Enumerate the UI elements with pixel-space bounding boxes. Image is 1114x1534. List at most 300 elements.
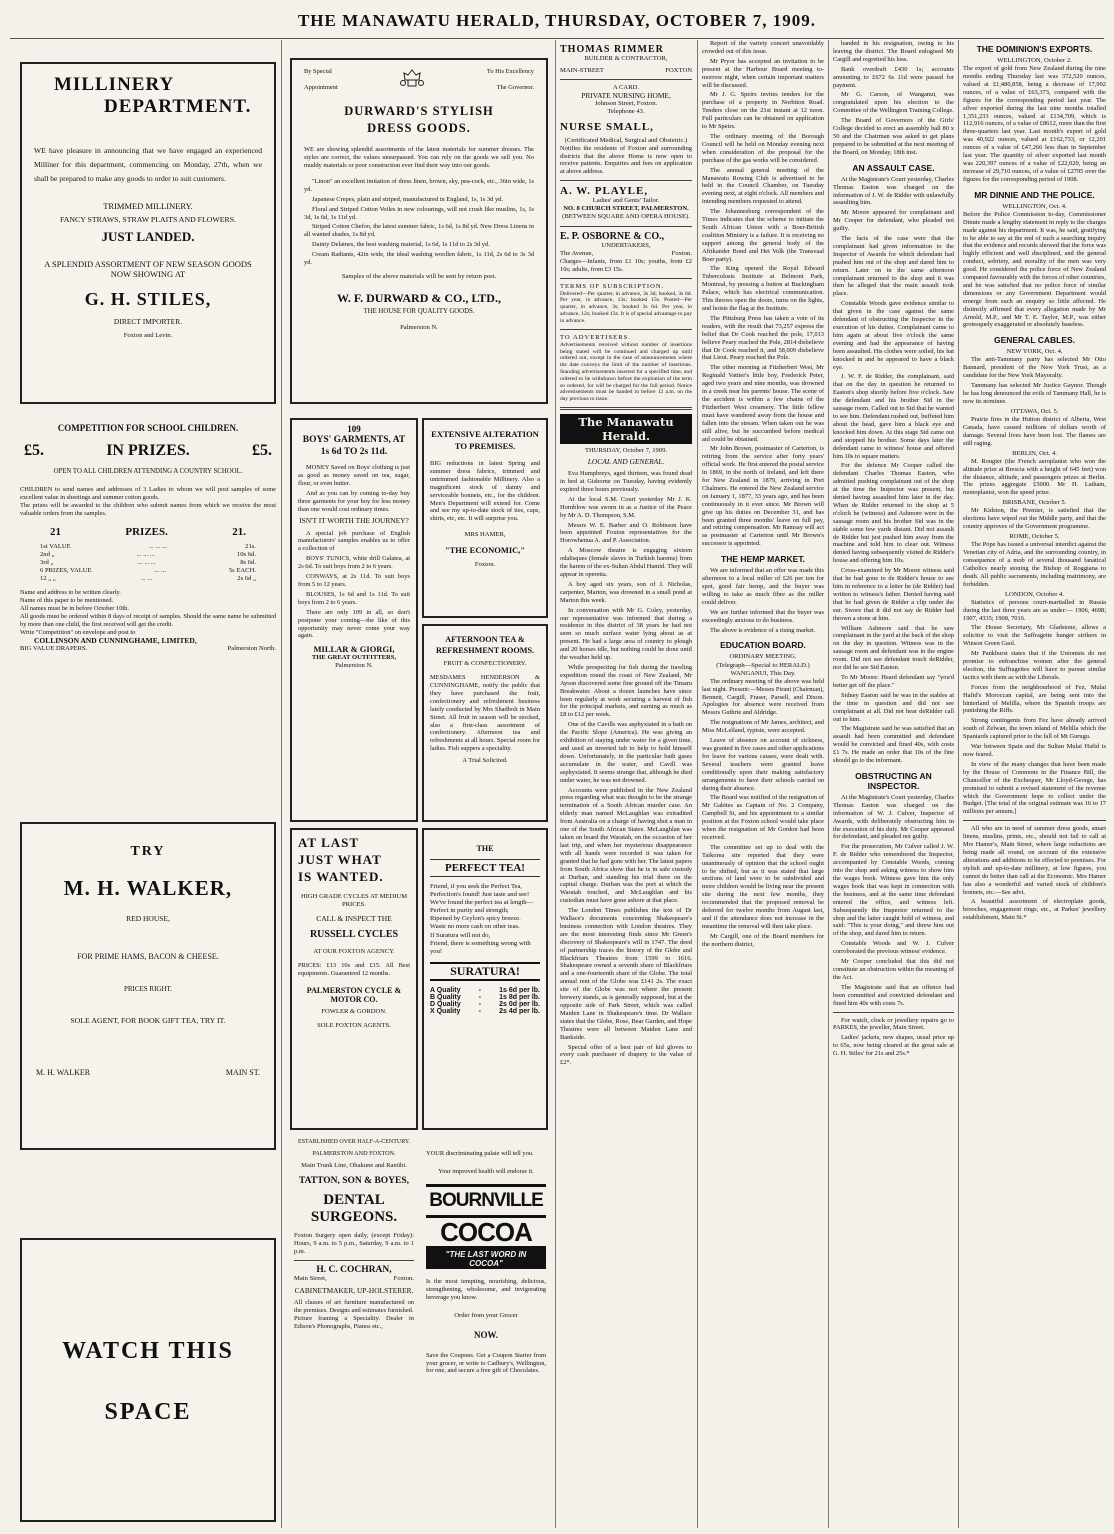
news-paragraph: Report of the variety concert unavoidably crowded out of this issue. <box>702 40 824 55</box>
ad-afternoon-tea <box>422 624 548 822</box>
durward-firm: W. F. DURWARD & CO., LTD., <box>337 291 501 306</box>
cocoa-now: NOW. <box>474 1329 498 1340</box>
competition-firm: COLLINSON AND CUNNINGHAME, LIMITED, <box>34 635 197 645</box>
cocoa-order: Order from your Grocer <box>454 1311 518 1319</box>
poem-line: Waste no more cash on other teas. <box>430 923 520 931</box>
boys-paragraph: BLOUSES, 1s 6d and 1s 11d. To suit boys from 2 to 6 years. <box>298 590 410 606</box>
column-rule <box>958 40 959 1528</box>
assault-paragraph: Constable Woods gave evidence similar to that given in the case against the same defendant of obstructing the Inspector in the execution of his duties. Complainant came to him again at about five o'clock the same evening and had the appearance of having been assaulted. His clothes were soiled, his hat knocked in and he appeared to have a black eye. <box>833 300 954 371</box>
suratura-name: SURATURA! <box>430 962 540 981</box>
news-paragraph: Eva Humphreys, aged thirteen, was found dead in bed at Gisborne on Tuesday, having evidently expired three hours previously. <box>560 470 692 493</box>
durward-item: Dainty Delaines, the best washing material, 1s 6d, 1s 11d to 2s 3d yd. <box>312 241 490 249</box>
extensive-title: EXTENSIVE ALTERATION TO PREMISES. <box>431 429 539 451</box>
local-news <box>560 470 692 1067</box>
column-rule <box>555 40 556 1528</box>
walker-name: M. H. WALKER, <box>63 876 233 900</box>
durward-place: Palmerston N. <box>400 324 438 332</box>
cycles-title-1: AT LAST <box>298 835 360 850</box>
prize-row <box>40 551 256 559</box>
durward-samples: Samples of the above materials will be sent by return post. <box>341 272 497 280</box>
extensive-name: MRS HAMER, <box>464 531 506 539</box>
grade-q: A Quality <box>430 986 461 994</box>
boys-paragraph: BOYS' TUNICS, white drill Galatea, at 2s 6d. To suit boys from 2 to 6 years. <box>298 555 410 571</box>
assault-paragraph: The Magistrate said he was satisfied that an assault had been committed and defendant would be convicted and fined 40s, with costs £1 7s. He made an order that 10s of the fine should go to the informant. <box>833 725 954 765</box>
nursing-home: PRIVATE NURSING HOME, <box>581 91 671 101</box>
assault-title: AN ASSAULT CASE. <box>852 162 935 173</box>
cable-paragraph: Prairie fires in the Hutton district of Alberta, West Canada, have caused millions of dollars worth of damage. Several lives have been lost. The flames are still raging. <box>963 416 1106 447</box>
ad-dental <box>290 1136 418 1528</box>
dental-est: ESTABLISHED OVER HALF-A-CENTURY. <box>298 1139 410 1145</box>
playle-trade: Ladies' and Gents' Tailor. <box>592 197 660 205</box>
prize-amt: 8s 6d. <box>240 559 256 566</box>
dental-hours: Foxton Surgery open daily, (except Friday): Hours, 9 a.m. to 5 p.m., Saturday, 9 a.m. to 1 p.m. <box>294 1232 414 1256</box>
news-paragraph: Mr Pryor has accepted an invitation to be present at the Harbour Board meeting to-morrow night, when certain important matters will be discussed. <box>702 57 824 89</box>
watch-line-2: SPACE <box>104 1399 192 1425</box>
competition-title: COMPETITION FOR SCHOOL CHILDREN. <box>57 423 239 433</box>
ad-competition <box>20 420 276 678</box>
cycles-line-1: HIGH GRADE CYCLES AT MEDIUM PRICES. <box>300 893 408 909</box>
competition-drapers: BIG VALUE DRAPERS. <box>20 644 88 652</box>
column-4 <box>702 40 824 1528</box>
poem-line: Perfection's found! Just taste and see! <box>430 891 530 899</box>
durward-item: Cream Radiants, 42in wide, the ideal washing woollen fabric, 1s 11d, 2s 6d to 3s 3d yd. <box>304 251 534 267</box>
column-rule <box>697 40 698 1528</box>
poem-line: Friend, there is something wrong with you! <box>430 939 531 955</box>
competition-rule: All names must be in before October 10th. <box>20 605 129 613</box>
cable-dateline: BERLIN, Oct. 4. <box>1012 449 1057 457</box>
news-paragraph: The Board of Governors of the Girls' College decided to erect an assembly hall 80 x 50 and the Chairman was asked to get plans prepared to be submitted at the next meeting of the Board, on Monday, 18th inst. <box>833 117 954 156</box>
walker-house: RED HOUSE, <box>126 914 170 923</box>
walker-line-2: PRICES RIGHT. <box>123 985 173 994</box>
news-paragraph: Mr G. Carson, of Wanganui, was congratulated upon his election to the Committee of the Wellington Training College. <box>833 91 954 115</box>
education-paragraph: The resignations of Mr James, architect, and Miss McLelland, typiste, were accepted. <box>702 719 824 735</box>
news-paragraph: Accounts were published in the New Zealand press regarding what was thought to be the strange termination of a South African murder case. An elderly man named McLaughlan was extradited from Australia on a charge of having shot a man in one of the South African States. McLaughlan was taken on board the Waratah, on the occasion of her last trip, and when her mysterious disappearance with all hands were recorded it was taken for granted that he had gone with her. The latest papers from South Africa show that he is in safe custody at Durban, and standing his trial there on the capital charge. Durban was the port at which the Waratah touched, and McLaughlan and his custodian must have gone ashore at that place. <box>560 786 692 905</box>
ad-suratura-tea <box>422 828 548 1130</box>
news-paragraph: Messrs W. E. Barber and O. Robinson have been appointed Foxton representatives for the Horowhenua A. and P. Association. <box>560 521 692 545</box>
boys-title: BOYS' GARMENTS, AT 1s 6d TO 2s 11d. <box>302 435 406 457</box>
assault-paragraph: J. W. F. de Ridder, the complainant, said that on the day in question he returned to Easton's shop shortly before five o'clock. Saw the defendant and his brother Sid in the sausage room. Called out to Sid that he wanted to see him. Defendant rushed out, buffeted him about the head, gave him a black eye and knocked him down. At this stage Sid came out and stopped his brother. Some days later the defendant came to witness' house and offered him 10s to square matters. <box>833 373 954 460</box>
millinery-fancy: FANCY STRAWS, STRAW PLAITS AND FLOWERS. <box>59 215 236 225</box>
terms-title: TERMS OF SUBSCRIPTION. <box>560 282 665 290</box>
osborne-trade: UNDERTAKERS, <box>601 241 651 249</box>
hemp-paragraph: The above is evidence of a rising market. <box>710 626 816 634</box>
extensive-body: BIG reductions in latest Spring and summer dress fabrics, trimmed and untrimmed fashionable Millinery. Also a magnificent stock of dainty and serviceable bonnets, etc., for the children. Men's Department will extend for. Come and see my up-to-date stock of ties, caps, shirts, etc, etc. It will surprise you. <box>430 460 540 523</box>
durward-special: By Special <box>304 68 332 75</box>
nursing-body: Notifies the residents of Foxton and surrounding districts that the above Home is now open to receive patients. Enquiries and fees on application at above address. <box>560 144 692 176</box>
durward-item: Japanese Crepes, plain and striped, manufactured in England, 1s, 1s 3d yd. <box>312 195 503 203</box>
ad-russell-cycles <box>290 828 418 1130</box>
herald-title: The Manawatu Herald. <box>560 414 692 444</box>
playle-name: A. W. PLAYLE, <box>560 185 649 198</box>
competition-body-1: CHILDREN to send names and addresses of 3 Ladies to whom we will post samples of some excellent value in sheetings and summer cotton goods. <box>20 486 276 502</box>
tea-body: MESDAMES HENDERSON & CUNNINGHAME, notify the public that they have purchased the fruit, confectionery and refreshment business lately conducted by Mrs Shadbolt in Main Street. All fruit in season will be stocked, also a first-class assortment of confectionery. Afternoon tea and refreshments at all hours. Special room for ladies. Fish suppers a speciality. <box>430 674 540 753</box>
cocoa-intro: YOUR discriminating palate will tell you. <box>426 1150 534 1157</box>
competition-prize-count-2: 21. <box>232 525 246 538</box>
cycles-firm: PALMERSTON CYCLE & MOTOR CO. <box>306 986 402 1005</box>
ad-millinery <box>20 62 276 404</box>
assault-paragraph: Mr Moore appeared for complainant and Mr Cooper for defendant, who pleaded not guilty. <box>833 209 954 233</box>
competition-place: Palmerston North. <box>227 644 276 652</box>
obstructing-title: OBSTRUCTING AN INSPECTOR. <box>855 770 932 791</box>
obstructing-paragraph: At the Magistrate's Court yesterday, Charles Thomas Easton was charged on the information of W. J. Culver, Inspector of Awards, with deliberately obstructing him in the execution of his duty. Mr Cooper appeared for defendant, and pleaded not guilty. <box>833 793 954 841</box>
grade-q: X Quality <box>430 1007 461 1015</box>
millinery-landed: JUST LANDED. <box>101 229 195 245</box>
ad-durward <box>290 58 548 404</box>
grade-dots: - <box>478 986 481 994</box>
cable-paragraph: Statistics of persons court-martialled in Russia during the last three years are as under:— 1906, 4698; 1907, 4335; 1908, 7016. <box>963 598 1106 622</box>
column-rule <box>828 40 829 1528</box>
grade-dots: - <box>478 993 482 1001</box>
suratura-grades <box>430 987 540 1015</box>
durward-intro: WE are showing splendid assortments of the latest materials for summer dresses. The styles are correct, the values unsurpassed. You can rely on the goods we sell you. No muddy materials or poor construction ever find their way into our goods. <box>304 146 534 169</box>
cable-dateline: BRISBANE, October 5. <box>1002 499 1067 507</box>
prize-dots: ... ... <box>154 567 167 575</box>
competition-prizes: IN PRIZES. <box>106 442 190 460</box>
poem-line: We've found the perfect tea at length— <box>430 899 534 907</box>
competition-amount: £5. <box>24 442 44 460</box>
prize-dots: ... ... ... <box>136 550 155 558</box>
cable-dateline: ROME, October 5. <box>1009 533 1060 541</box>
exports-title: THE DOMINION'S EXPORTS. <box>976 44 1093 54</box>
assault-paragraph: The facts of the case were that the complainant had given information to the Inspector of Awards for which defendant had pushed him out of the shop and dared him to return. Later on in the same afternoon complainant returned to the shop and it was then he alleged that the main assault took place. <box>833 235 954 298</box>
nursing-card: A CARD. <box>612 84 639 92</box>
osborne-street: The Avenue, <box>560 249 594 257</box>
ad-boys-garments <box>290 418 418 822</box>
news-paragraph: The London Times publishes the text of Dr Wallace's documents concerning Shakespeare's business connection with London theatres. They are the most interesting finds since Mr Green's discovery of Shakespeare's will in 1747. The deed of partnership traces the history of the Globe and Blackfriars Theatres from 1599 to 1616. Shakespeare owned a seventh share of Blackfriars and a one-fourteenth share of the Globe. The total annual rent of the Globe was £141 2s. The exact site of the Globe was not where the present brewery stands, as is generally supposed, but at the opposite side of Park Street, which was called Maiden Lane in Shakespeare's time. Dr Wallace states that the Globe, Rose, Bear Garden, and Hope Theatres were all between Maiden Lane and Bankside. <box>560 907 692 1041</box>
durward-item: "Linon" an excellent imitation of dress linen, brown, sky, pea-cock, etc., 36in wide, 1s yd. <box>304 177 534 193</box>
walker-signature: M. H. WALKER <box>36 1068 91 1078</box>
assault-paragraph: To Mr Moore: Heard defendant say "you'd better get off the place." <box>833 673 954 689</box>
hemp-paragraph: We are further informed that the buyer was exceedingly anxious to do business. <box>702 608 824 624</box>
prize-label: 3rd „ <box>40 559 54 566</box>
cochran-name: H. C. COCHRAN, <box>316 1265 392 1275</box>
cycles-title-2: JUST WHAT <box>298 852 382 867</box>
extensive-place: Foxton. <box>474 561 496 569</box>
news-paragraph: handed in his resignation, owing to his leaving the district. The Board eulogised Mr Cargill and regretted his loss. <box>833 40 954 63</box>
cycles-title-3: IS WANTED. <box>298 869 384 884</box>
prize-dots: ... ... ... <box>148 542 168 550</box>
competition-amount-2: £5. <box>251 442 272 460</box>
boys-body <box>298 464 410 513</box>
news-paragraph: The Johannesburg correspondent of the Times indicates that the scheme to initiate the South African Union with a Boer-British coalition Ministry is a failure. It is receiving no support among the general body of the Afrikander Bond and Het Volk (the Transvaal Boer party). <box>702 208 824 263</box>
column-5 <box>833 40 954 1528</box>
news-paragraph: One of the Cavills was asphyxiated in a bath on the Pacific Slope (America). He was giving an exhibition of staying under water for a given time, and used an inverted tub to help to hold himself down. Unfortunately, in the particular bath gases accumulate in the water, and Cavill was asphyxiated. It seems strange that, although he died under water, he was not drowned. <box>560 721 692 784</box>
cycles-agents: SOLE FOXTON AGENTS. <box>317 1022 391 1030</box>
dental-firm: TATTON, SON & BOYES, <box>298 1176 410 1187</box>
competition-rule: All goods must be ordered within 8 days of receipt of samples. Should the same name be submitted by more than one child, the first received will get the credit. <box>20 613 276 628</box>
boys-firm: MILLAR & GIORGI, <box>313 644 395 655</box>
suratura-the: THE <box>476 844 494 853</box>
cable-paragraph: Tammany has selected Mr Justice Gaynor. Though he has long denounced the evils of Tammany Hall, he is now its nominee. <box>963 382 1106 405</box>
news-paragraph: A Moscow theatre is engaging sixteen odalisques (female slaves in Turkish harems) from the harem of the ex-Sultan Abdul Hamid. They will appear in operetta. <box>560 547 692 578</box>
tea-title: AFTERNOON TEA & REFRESHMENT ROOMS. <box>435 635 535 655</box>
herald-date: THURSDAY, October 7, 1909. <box>584 446 668 454</box>
local-ad-paragraph: All who are in need of summer dress goods, smart linens, muslins, prints, etc., should not fail to call at Mrs Hamer's, Main Street, where large reductions are being made all round, on account of the extensive alterations and additions to be effected to premises. For stylish and up-to-date millinery, at low figures, you cannot do better than call at the Economic. Mrs Hamer has also a wonderful and varied stock of children's bonnets, etc.—See advt. <box>963 825 1106 896</box>
extensive-shop: "THE ECONOMIC," <box>444 545 526 556</box>
durward-item: Floral and Striped Cotton Voiles in new colourings, will not crush like muslins, 1s, 1s 3d, 1s 6d, 1s 11d yd. <box>304 205 534 221</box>
durward-governor: The Governor. <box>496 84 534 92</box>
prize-row <box>40 543 256 551</box>
cable-paragraph: M. Rougier (the French aeroplanist who won the altitude prize at Brescia with a height of 645 feet) won the distance, altitude, and passengers prizes at Berlin. The prizes aggregate £5000. Mr H. Latham, monoplanist, won the speed prize. <box>963 457 1106 497</box>
walker-try: TRY <box>130 844 166 859</box>
prize-row <box>40 575 256 583</box>
millinery-trimmed: TRIMMED MILLINERY. <box>103 201 193 211</box>
boys-worth: ISN'T IT WORTH THE JOURNEY? <box>299 516 409 526</box>
competition-open: OPEN TO ALL CHILDREN ATTENDING A COUNTRY SCHOOL. <box>53 468 243 476</box>
local-ad-paragraph: Ladies' jackets, new shapes, usual price up to 65s, now being cleared at the great sale at G. H. Stiles' for 21s and 25s.* <box>833 1034 954 1058</box>
hemp-paragraph: We are informed that an offer was made this afternoon to a local miller of £26 per ton for spot, good fair hemp, and the buyer was willing to take as much fibre as the miller could deliver. <box>702 567 824 606</box>
tea-sub: FRUIT & CONFECTIONERY. <box>443 660 527 667</box>
poem-line: Friend, if you seek the Perfect Tea, <box>430 883 523 890</box>
dinnie-dateline: WELLINGTON, Oct. 4. <box>1002 202 1067 210</box>
nursing-tel: Telephone 43. <box>607 108 645 116</box>
boys-outfitters: THE GREAT OUTFITTERS, <box>311 654 397 662</box>
education-paragraph: The Board was notified of the resignation of Mr Gabites as Captain of No. 2 Company, Campbell St, and his appointment to a similar position at the Foxton school would take place when the resignation of Mr Gordon had been received. <box>702 794 824 841</box>
tea-trial: A Trial Solicited. <box>462 757 508 765</box>
news-paragraph: In conversation with Mr G. Coley, yesterday, our representative was informed that during a residence in this district of 38 years he had not seen so much surface water lying about as at present. He had a large area of country to plough and 20 horses idle, but nothing could be done until the weather held up. <box>560 606 692 662</box>
obstructing-paragraph: The Magistrate said that an offence had been committed and convicted defendant and fined him 40s with costs 7s. <box>833 983 954 1007</box>
column-rule <box>281 40 282 1528</box>
prize-row <box>40 559 256 567</box>
obstructing-paragraph: For the prosecution, Mr Culver called J. W. F. de Ridder who remembered the Inspector, accompanied by Constable Woods, coming into the shop and asking witness to show him the wages book. Witness gave him the only wages book that was kept in connection with the business, and at the same time defendant entered the office, and witness left. Subsequently the Inspector returned to the shop and the latter caught hold of witness, and said: "This is your doing," and threw him out of the shop, and dared him to return. <box>833 843 954 938</box>
assault-paragraph: William Ashmore said that he saw complainant in the yard at the back of the shop on the day in question. Witness was in the sausage room and defendant was in the engine room. Did not see defendant touch deRidder, nor did he see Sid Easton. <box>833 624 954 672</box>
assault-paragraph: For the defence Mr Cooper called the defendant Charles Thomas Easton, who admitted pushing complainant out of the shop at the time the Inspector was present, but denied having assaulted him later in the day. When de Ridder returned to the shop at 5 o'clock he (witness) and Ashmore were in the sausage room and his brother Sid was in the stable some few yards distant. Did not assault de Ridder but just pushed him away from the machine and told him to clear out. Witness denied having subsequently visited de Ridder's house and offering him 10s. <box>833 462 954 565</box>
cycles-owners: FOWLER & GORDON. <box>321 1008 387 1016</box>
ad-walker <box>20 822 276 1150</box>
cable-dateline: OTTAWA, Oct. 5. <box>1010 407 1059 415</box>
grade-row <box>430 1001 540 1008</box>
suratura-perfect: PERFECT TEA! <box>430 859 540 877</box>
millinery-importer: DIRECT IMPORTER. <box>113 317 183 327</box>
cocoa-tagline: "THE LAST WORD IN COCOA" <box>426 1249 546 1269</box>
nursing-addr: Johnson Street, Foxton. <box>594 100 658 108</box>
playle-addr: NO. 8 CHURCH STREET, PALMERSTON. <box>563 205 689 213</box>
millinery-place: Foxton and Levin. <box>123 332 173 340</box>
cable-paragraph: Forces from the neighbourhood of Fez, Mulai Hafid's Moroccan capital, are being sent into the hinterland of Melilla, where the Spanish troops are punishing the Riffs. <box>963 683 1106 715</box>
news-paragraph: A boy aged six years, son of J. Nicholas, carpenter, Marton, was drowned in a small pond at Marton this week. <box>560 580 692 604</box>
competition-rule: Name of this paper to be mentioned. <box>20 597 114 605</box>
suratura-poem <box>430 883 540 956</box>
prize-amt: 2s 6d „ <box>237 575 256 583</box>
cable-paragraph: Mr Kidston, the Premier, is satisfied that the elections have wiped out the Middle party, and that the country approves of the Government programme. <box>963 507 1106 531</box>
ad-extensive-alteration <box>422 418 548 618</box>
millinery-title-2: DEPARTMENT. <box>104 96 252 117</box>
education-paragraph: The ordinary meeting of the above was held last night. Present:—Messrs Pirani (Chairman), Bennett, Cargill, Fraser, Parsell, and Dixon. Apologies for absence were received from Messrs Guthrie and Aldridge. <box>702 677 824 717</box>
boys-paragraph: MONEY Saved on Boys' clothing is just as good as money saved on tea, sugar, flour, or even butter. <box>298 464 410 487</box>
cable-dateline: LONDON, October 4. <box>1005 590 1064 598</box>
column-3 <box>560 40 692 1528</box>
durward-title-2: DRESS GOODS. <box>367 121 471 136</box>
boys-paragraph: And as you can by coming to-day buy three garments for your boy for less money than one would cost ordinary times. <box>298 489 410 513</box>
boys-paragraph: CONWAYS, at 2s 11d. To suit boys from 5 to 12 years. <box>298 573 410 588</box>
grade-row <box>430 1008 540 1015</box>
boys-place: Palmerston N. <box>335 662 373 670</box>
prize-label: 12 „ „ <box>40 575 56 583</box>
prize-label: 6 PRIZES, VALUE <box>40 567 92 575</box>
local-ad-paragraph: A beautiful assortment of electroplate goods, brooches, engagement rings, etc., at Parkes' jewellery establishment, Main St.* <box>963 898 1106 922</box>
assault-paragraph: Sidney Easton said he was in the stables at the time in question and did not see complainant at all. Did not hear deRidder call out to him. <box>833 691 954 723</box>
grade-p: 1s 8d per lb. <box>499 993 540 1001</box>
advertisers-body: Advertisements received without number of insertions being stated will be continued and charged up until ordered out, except in the case of announcements where the date conveys the limit of the number of insertions. Standing advertisements inserted for a specified time, and ordered to be withdrawn before the expiration of the term so ordered, for will be charged for the full period. Notice advertisements must be handed in before 12 a.m. on the day previous to issue. <box>560 341 692 403</box>
news-paragraph: Special offer of a best pair of kid gloves to every cash purchaser of drapery to the value of £2*. <box>560 1043 692 1067</box>
rimmer-street: MAIN-STREET <box>560 67 604 75</box>
exports-dateline: WELLINGTON, October 2. <box>997 57 1072 64</box>
dental-places: PALMERSTON AND FOXTON. <box>312 1150 396 1158</box>
osborne-name: E. P. OSBORNE & CO., <box>560 230 665 242</box>
grade-q: D Quality <box>430 1000 461 1008</box>
cable-paragraph: Mr Pankhurst states that if the Unionists do not promise to enfranchise women after the general election, the Suffragettes will have to pursue similar tactics with them as with the Liberals. <box>963 650 1106 681</box>
osborne-charges: Charges—Infants, from £1 10s; youths, from £2 10s; adults, from £3 15s. <box>560 257 692 273</box>
cochran-trade: CABINETMAKER, UP-HOLSTERER. <box>294 1286 414 1296</box>
assault-paragraph: At the Magistrate's Court yesterday, Charles Thomas Easton was charged on the information of J. W. de Ridder with unlawfully assaulting him. <box>833 175 954 207</box>
durward-appointment: Appointment <box>304 84 338 92</box>
dental-dental: DENTAL <box>323 1192 385 1209</box>
assault-paragraph: Cross-examined by Mr Moore witness said that he had gone to de Ridder's house to see him in reference to a letter he (de Ridder) had written to witness's father. Denied having said that he had given de Ridder a clip under the ear. Swore that it did not say de Ridder had thrown a stone at him. <box>833 567 954 622</box>
cable-paragraph: The Pope has issued a universal interdict against the Venetian city of Adria, and the surrounding country, in consequence of a mob of several thousand fanatical Catholics nearly stoning the Bishop of Roggiana to death. All public sacraments, including matrimony, are forbidden. <box>963 541 1106 588</box>
grade-q: B Quality <box>430 993 461 1001</box>
walker-line-3: SOLE AGENT, FOR BOOK GIFT TEA, TRY IT. <box>70 1016 226 1026</box>
millinery-splendid: A SPLENDID ASSORTMENT OF NEW SEASON GOODS NOW SHOWING AT <box>44 259 252 280</box>
news-paragraph: The ordinary meeting of the Borough Council will be held on Monday evening next when consideration of the proposal for the purchase of the gas works will be considered. <box>702 132 824 164</box>
boys-paragraph: A special job purchase of English manufacturers' samples enables us to offer a collection of <box>298 529 410 553</box>
cochran-framing: Picture framing a Speciality. Dealer in Edison's Phonographs, Pianos etc., <box>294 1315 414 1330</box>
rimmer-place: FOXTON <box>665 67 692 75</box>
grade-dots: - <box>478 1000 482 1008</box>
competition-rule: Name and address to be written clearly. <box>20 589 121 597</box>
dental-branches: Main Trunk Line, Ohakune and Raetihi. <box>301 1162 407 1170</box>
competition-rule: Write "Competition" on envelope and post to <box>20 628 136 636</box>
cocoa-desc: Is the most tempting, nourishing, delicious, strengthening, wholesome, and invigorating beverage you know. <box>426 1277 546 1301</box>
advertisers-title: TO ADVERTISERS. <box>560 333 631 341</box>
millinery-intro: WE have pleasure in announcing that we have engaged an experienced Milliner for this department, commencing on Monday, 27th, when we shall be prepared to make any goods to order to suit customers. <box>34 146 262 183</box>
column-6 <box>963 40 1106 1528</box>
durward-title: DURWARD'S STYLISH <box>344 104 494 119</box>
news-paragraph: The annual general meeting of the Manawatu Rowing Club is advertised to be held in the Council Chamber, on Tuesday evening next, at eight o'clock. All members and intending members requested to attend. <box>702 166 824 206</box>
news-paragraph: The King opened the Royal Edward Tuberculosis Institute at Belmont Park, Montreal, by pressing a button at Buckingham Palace, which has electrical communication. This throws open the doors, turns on the lights, and hoists the flag at the Institute. <box>702 265 824 312</box>
terms-body: Delivered—Per quarter, in advance, 3s 3d; booked, 3s 6d. Per year, in advance, 13s; booked 15s. Posted—Per quarter, in advance, 3s; booked 3s 6d. Per year, in advance, 12s; booked 13s. It is of special advantage to pay in advance. <box>560 290 692 324</box>
prize-amt: 21s. <box>245 542 256 550</box>
watch-line-1: WATCH THIS <box>62 1338 234 1364</box>
cochran-body: All classes of art furniture manufactured on the premises. Designs and estimates furnished. <box>294 1299 414 1315</box>
cable-paragraph: War between Spain and the Sultan Mulai Hafid is now feared. <box>963 743 1106 758</box>
cocoa-brand-2: COCOA <box>426 1218 546 1249</box>
durward-item: Striped Cotton Chefoo, the latest summer fabric, 1s 6d, 1s 8d yd. New Dress Linens in all wanted shades, 1s 8d yd. <box>304 223 534 239</box>
ad-bournville-cocoa <box>422 1136 550 1528</box>
news-paragraph: Mr J. G. Speirs invites tenders for the purchase of a property in Norbiton Road. Tenders close on the 21st instant at 12 noon. Full particulars can be obtained on application to Mr Speirs. <box>702 91 824 131</box>
cycles-line-3: RUSSELL CYCLES <box>309 929 399 941</box>
obstructing-paragraph: Mr Cooper concluded that this did not constitute an obstruction within the meaning of the Act. <box>833 958 954 981</box>
cables-title: GENERAL CABLES. <box>993 335 1076 346</box>
cable-dateline: NEW YORK, Oct. 4. <box>1006 348 1063 356</box>
osborne-place: Foxton. <box>671 249 692 257</box>
education-paragraph: Leave of absence on account of sickness, was granted in five cases and other applications for leave for various causes, were dealt with. Several teachers were granted leave conditionally upon their making satisfactory arrangements to have their schools carried on during their absence. <box>702 737 824 792</box>
cable-paragraph: The House Secretary, Mr Gladstone, allows a solicitor to visit the Suffragette hunger strikers in Winson Green Gaol. <box>963 624 1106 648</box>
masthead: THE MANAWATU HERALD, THURSDAY, OCTOBER 7, 1909. <box>10 8 1104 39</box>
grade-dots: - <box>478 1007 481 1015</box>
rimmer-trade: BUILDER & CONTRACTOR, <box>584 55 668 62</box>
cable-paragraph: Strong contingents from Fez have already arrived south of Zelwan, the town inland of Melilla which the Spaniards captured prior to the fall of Mt Gurugu. <box>963 717 1106 741</box>
nursing-nurse: NURSE SMALL, <box>560 120 654 133</box>
prize-label: 1st VALUE <box>40 542 71 550</box>
prize-amt: 10s 6d. <box>236 550 256 558</box>
poem-line: If Suratura will not do, <box>430 931 491 939</box>
prize-table <box>20 543 276 583</box>
grade-p: 2s 0d per lb. <box>499 1000 540 1008</box>
education-telegraph: (Telegraph—Special to HERALD.) WANGANUI, This Day. <box>716 661 810 677</box>
playle-between: (BETWEEN SQUARE AND OPERA HOUSE). <box>562 213 690 221</box>
grade-row <box>430 987 540 994</box>
competition-prize-count: 21 <box>50 525 61 538</box>
cycles-prices: PRICES: £13 10s and £15. All Best equipments. Guaranteed 12 months. <box>298 962 410 978</box>
prize-dots: ... ... <box>140 575 153 583</box>
news-paragraph: The other morning at Fitzherbert West, Mr Reginald Vattier's little boy, Frederick Peter, aged two years and nine months, was drowned in a creek near his parents' house. The scene of the accident is within a few chains of the Fitzherbert West creamery. The little fellow must have wandered away from the house and fallen into the stream. When taken out he was still alive, but he succumbed before medical aid could be obtained. <box>702 364 824 443</box>
poem-line: Perfect in purity and strength; <box>430 907 509 915</box>
grade-row <box>430 994 540 1001</box>
cochran-street: Main Street, <box>294 1275 327 1282</box>
competition-prize-word: PRIZES. <box>125 525 168 538</box>
local-ad-paragraph: For watch, clock or jewellery repairs go to PARKES, the jeweller, Main Street. <box>833 1016 954 1032</box>
ad-watch-this-space <box>20 1238 276 1522</box>
news-paragraph: At the local S.M. Court yesterday Mr J. K. Hornblow was sworn in as a Justice of the Peace by Mr A. D. Thompson, S.M. <box>560 495 692 519</box>
boys-more <box>298 530 410 641</box>
exports-body: The export of gold from New Zealand during the nine months ending Thursday last was 372,520 ounces, valued at £1,480,858, being a decrease of 17,992 ounces, of a value of £63,373, compared with the figures for the corresponding period last year. The silver exported during the last nine months totalled 1,351,233 ounces, valued at £134,709, which is 112,916 ounces, of a value of £8612, more than the first three-quarters last year. Last month's export of gold was 40,922 ounces, valued at £162,733, or 12,201 ounces of a value of £47,266 less than in September last year. The quantity of silver exported last month was 220,397 ounces of a value of £22,020, being an increase of 29,710 ounces, of a value of £2795 over the figures for the corresponding period of 1908. <box>963 65 1106 183</box>
cocoa-brand: BOURNVILLE <box>426 1184 546 1218</box>
walker-street: MAIN ST. <box>225 1068 260 1078</box>
education-sub: ORDINARY MEETING. <box>729 653 797 661</box>
grade-p: 1s 6d per lb. <box>499 986 540 994</box>
dinnie-body: Before the Police Commission to-day, Commissioner Dinnie made a lengthy statement in reply to the charges made against his department. It was, he said, gratifying to be able to say at the end of such a searching inquiry that the evidence and records showed that the force was highly efficient and well disciplined, and the general conduct, sobriety, and morality of the men was very good. He considered the police force of New Zealand compared favourably with the forces of other countries, and he was satisfied that no police force of similar dimensions or any Government Department would emerge from such an enquiry so little affected. He distinctly affirmed that every allegation made by Mr Arnold, M.P., and Mr T. E. Taylor, M.P., was either grotesquely exaggerated or absolutely baseless. <box>963 210 1106 329</box>
durward-items <box>304 178 534 267</box>
competition-rules <box>20 589 276 636</box>
cochran-place: Foxton. <box>393 1275 414 1282</box>
news-paragraph: Bank overdraft £430 1s; accounts amounting to £672 6s 11d were passed for payment. <box>833 65 954 89</box>
cocoa-coupons: Save the Coupons. Get a Coupon Starter from your grocer, or write to Cadbury's, Wellington, for one, and secure a free gift of Chocolates. <box>426 1351 546 1375</box>
obstructing-paragraph: Constable Woods and W. J. Culver corroborated the previous witness' evidence. <box>833 940 954 956</box>
competition-body-2: The prizes will be awarded to the children who submit names from which we receive the most valuable orders from the samples. <box>20 502 276 517</box>
boys-number: 109 <box>347 424 361 434</box>
cable-paragraph: In view of the many changes that have been made by the House of Commons in the Finance Bill, the Chancellor of the Exchequer, Mr Lloyd-George, has promised to submit a revised statement of the revenue which the Government hope to collect under the Budget. [The total of the original estimate was 16 to 17 millions per annum.] <box>963 760 1106 816</box>
cable-paragraph: The anti-Tammany party has selected Mr Otto Bannard, president of the New York Trust, as a candidate for the New York Mayoralty. <box>963 356 1106 380</box>
durward-excellency: To His Excellency <box>486 68 534 75</box>
news-paragraph: Mr John Brown, postmaster of Carterton, is retiring from the service after forty years' official work. He first entered the postal service in 1869, in the north of Ireland, and left there for New Zealand in 1879, arriving in Port Chalmers. He entered the New Zealand service on January 1, 1877, 33 years ago, and has been continuously in it ever since. Mr Brown will give up his duties on December 31, and has been granted three months' leave on full pay, and retiring compensation. Mr Ramsay will act as postmaster at Carterton until Mr Brown's successor is appointed. <box>702 445 824 548</box>
walker-line-1: FOR PRIME HAMS, BACON & CHEESE. <box>77 952 219 962</box>
cocoa-health: Your improved health will endorse it. <box>438 1167 534 1175</box>
herald-section: LOCAL AND GENERAL. <box>587 457 665 466</box>
cycles-line-2: CALL & INSPECT THE <box>316 914 392 924</box>
boys-paragraph: There are only 109 in all, so don't postpone your coming—the like of this opportunity may never come your way again. <box>298 608 410 640</box>
education-paragraph: The committee set up to deal with the Taikorea site reported that they were unanimously of opinion that the school ought to be shifted, but as it was stated that large sections of land were to be subdivided and more children would be living near the present site during the next few months, they recommended that the proposed removal be deferred for twelve months from August last, and if the attendance does not increase in the meantime the removal will then take place. <box>702 843 824 930</box>
poem-line: Ripened by Ceylon's spicy breeze. <box>430 915 521 923</box>
cycles-line-4: AT OUR FOXTON AGENCY. <box>313 948 395 956</box>
dental-surgeons: SURGEONS. <box>310 1209 398 1226</box>
durward-house: THE HOUSE FOR QUALITY GOODS. <box>363 308 475 316</box>
dinnie-title: MR DINNIE AND THE POLICE. <box>974 189 1095 200</box>
news-paragraph: The Pittsburg Press has taken a vote of its readers, with the result that 73,257 express the belief that Dr Cook reached the pole, 17,013 believe Peary reached the Pole, 2814 disbelieve that Dr Cook reached it, and 58,009 disbelieve that Lieut. Peary reached the Pole. <box>702 314 824 362</box>
royal-crest-icon <box>399 68 425 88</box>
news-paragraph: While prospecting for fish during the trawling expedition round the coast of New Zealand, Mr Ayson discovered some fine ground off the Timaru Breakwater. About a dozen launches have since been regularly at work securing a harvest of fish for the principal markets, and earning as much as £8 to £12 per week. <box>560 663 692 719</box>
grade-p: 2s 4d per lb. <box>499 1007 540 1015</box>
millinery-title: MILLINERY <box>54 74 175 95</box>
prize-dots: ... ... ... <box>137 559 156 566</box>
millinery-firm: G. H. STILES, <box>84 289 212 310</box>
education-title: EDUCATION BOARD. <box>720 640 806 651</box>
prize-amt: 5s EACH. <box>228 567 256 575</box>
rimmer-name: THOMAS RIMMER <box>560 44 664 55</box>
nursing-qual: (Certificated Medical, Surgical and Obstetric.) <box>564 136 688 144</box>
prize-label: 2nd „ <box>40 550 55 558</box>
prize-row <box>40 567 256 575</box>
hemp-title: THE HEMP MARKET. <box>721 554 805 565</box>
